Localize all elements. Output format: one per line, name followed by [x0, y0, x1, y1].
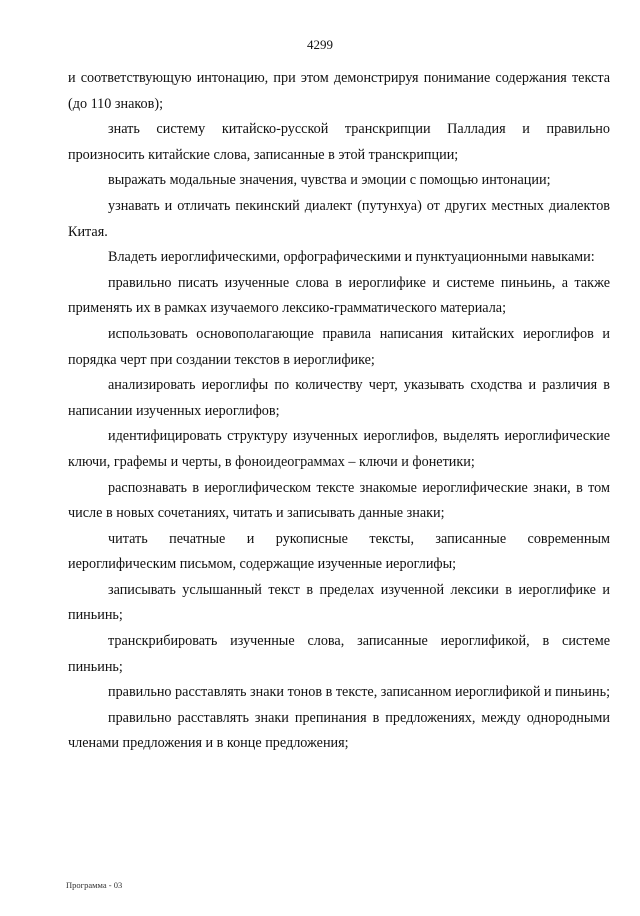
paragraph: правильно расставлять знаки тонов в тексте, записанном иероглификой и пиньинь; [108, 684, 611, 701]
paragraph: и соответствующую интонацию, при этом демонстрируя понимание содержания текста (до 110 знаков); [68, 70, 610, 112]
paragraph: правильно писать изученные слова в иероглифике и системе пиньинь, а также применять их в рамках изучаемого лексико-грамматического материала; [68, 274, 610, 317]
paragraph: Владеть иероглифическими, орфографическими и пунктуационными навыками: [108, 249, 595, 266]
paragraph: транскрибировать изученные слова, записанные иероглификой, в системе пиньинь; [68, 633, 610, 675]
footer-label: Программа - 03 [66, 880, 123, 890]
paragraph: идентифицировать структуру изученных иероглифов, выделять иероглифические ключи, графемы и черты, в фоноидеограммах – ключи и фонетики; [68, 428, 610, 470]
document-body [68, 66, 610, 757]
paragraph: распознавать в иероглифическом тексте знакомые иероглифические знаки, в том числе в новых сочетаниях, читать и записывать данные знаки; [68, 479, 610, 522]
page-number: 4299 [307, 37, 333, 52]
paragraph: узнавать и отличать пекинский диалект (путунхуа) от других местных диалектов Китая. [68, 197, 610, 240]
paragraph: правильно расставлять знаки препинания в предложениях, между однородными членами предложения и в конце предложения; [68, 709, 610, 752]
paragraph: выражать модальные значения, чувства и эмоции с помощью интонации; [108, 172, 551, 189]
paragraph: анализировать иероглифы по количеству черт, указывать сходства и различия в написании изученных иероглифов; [68, 377, 610, 419]
paragraph: читать печатные и рукописные тексты, записанные современным иероглифическим письмом, содержащие изученные иероглифы; [68, 530, 610, 573]
paragraph: использовать основополагающие правила написания китайских иероглифов и порядка черт при создании текстов в иероглифике; [68, 325, 610, 368]
paragraph: знать систему китайско-русской транскрипции Палладия и правильно произносить китайские слова, записанные в этой транскрипции; [68, 121, 610, 163]
paragraph: записывать услышанный текст в пределах изученной лексики в иероглифике и пиньинь; [68, 581, 610, 624]
